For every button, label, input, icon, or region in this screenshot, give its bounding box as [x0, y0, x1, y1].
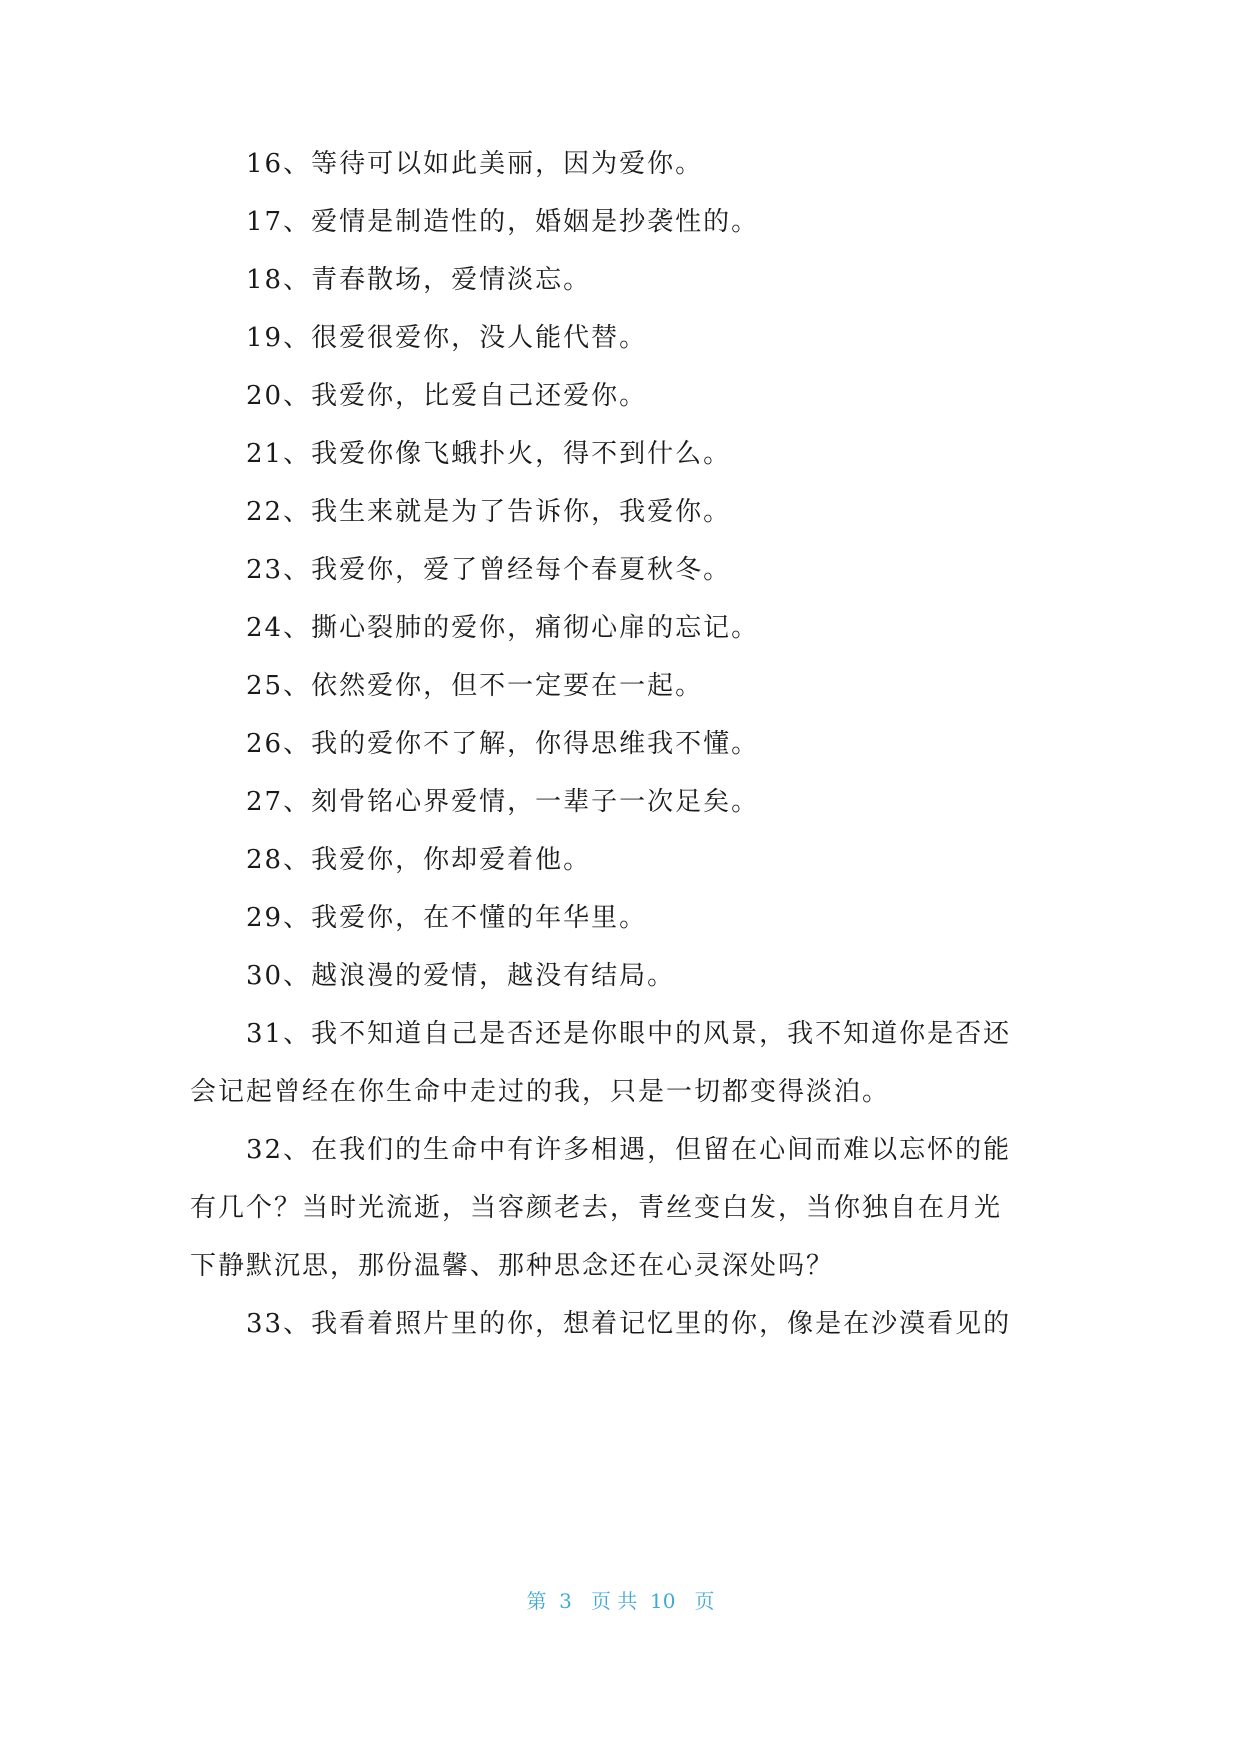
- text-line: 下静默沉思，那份温馨、那种思念还在心灵深处吗？: [190, 1251, 835, 1281]
- text-line: 32、在我们的生命中有许多相遇，但留在心间而难以忘怀的能: [246, 1135, 1012, 1165]
- text-line: 33、我看着照片里的你，想着记忆里的你，像是在沙漠看见的: [246, 1309, 1012, 1339]
- text-line: 29、我爱你，在不懂的年华里。: [246, 903, 648, 933]
- text-line: 会记起曾经在你生命中走过的我，只是一切都变得淡泊。: [190, 1077, 891, 1107]
- text-line: 27、刻骨铭心界爱情，一辈子一次足矣。: [246, 787, 760, 817]
- text-line: 24、撕心裂肺的爱你，痛彻心扉的忘记。: [246, 613, 760, 643]
- text-line: 19、很爱很爱你，没人能代替。: [246, 323, 648, 353]
- page-number-footer: 第 3 页 共 10 页: [526, 1589, 715, 1613]
- text-line: 25、依然爱你，但不一定要在一起。: [246, 671, 704, 701]
- text-line: 22、我生来就是为了告诉你，我爱你。: [246, 497, 732, 527]
- text-line: 31、我不知道自己是否还是你眼中的风景，我不知道你是否还: [246, 1019, 1012, 1049]
- text-line: 17、爱情是制造性的，婚姻是抄袭性的。: [246, 207, 760, 237]
- text-line: 16、等待可以如此美丽，因为爱你。: [246, 149, 704, 179]
- text-line: 21、我爱你像飞蛾扑火，得不到什么。: [246, 439, 732, 469]
- text-line: 26、我的爱你不了解，你得思维我不懂。: [246, 729, 760, 759]
- text-line: 23、我爱你，爱了曾经每个春夏秋冬。: [246, 555, 732, 585]
- text-line: 有几个？当时光流逝，当容颜老去，青丝变白发，当你独自在月光: [190, 1193, 1003, 1223]
- text-line: 18、青春散场，爱情淡忘。: [246, 265, 592, 295]
- text-line: 28、我爱你，你却爱着他。: [246, 845, 592, 875]
- text-line: 30、越浪漫的爱情，越没有结局。: [246, 961, 676, 991]
- text-line: 20、我爱你，比爱自己还爱你。: [246, 381, 648, 411]
